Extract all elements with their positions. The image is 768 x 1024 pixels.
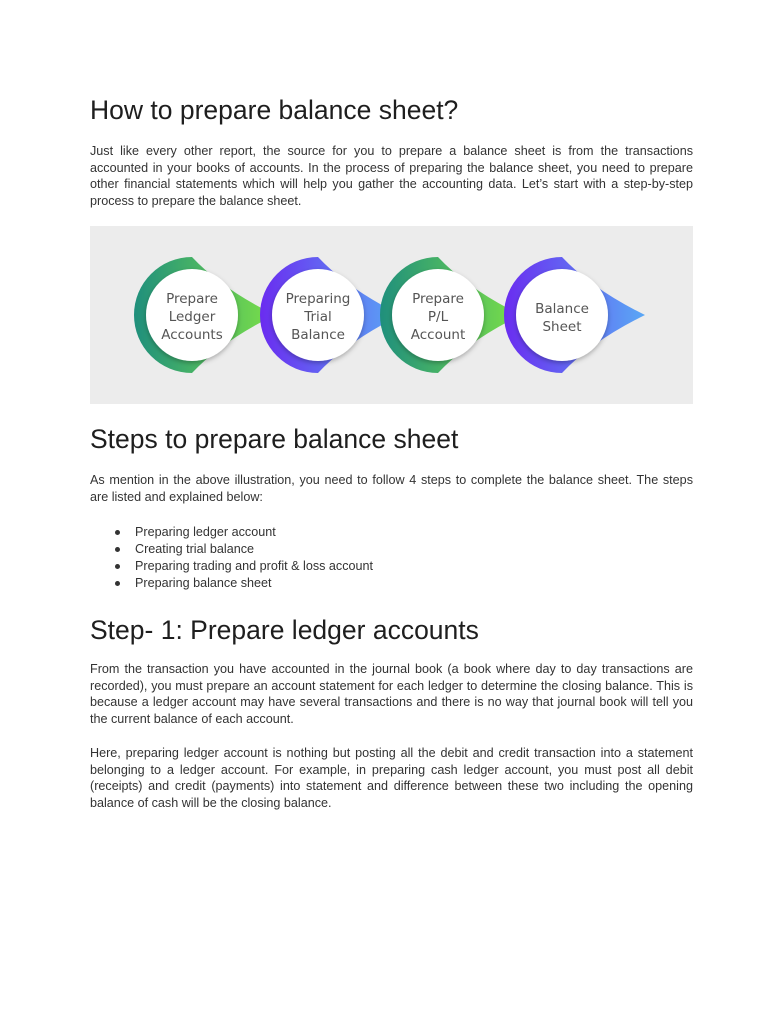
- list-item: [90, 558, 373, 575]
- heading-steps: Steps to prepare balance sheet: [90, 424, 459, 454]
- list-item-text: Preparing trading and profit & loss account: [135, 559, 374, 573]
- process-diagram-svg: [90, 226, 693, 404]
- list-item: [90, 575, 373, 592]
- node-3-line-1: Prepare: [412, 291, 464, 307]
- node-2-line-2: Trial: [304, 309, 332, 325]
- steps-list: [90, 524, 373, 592]
- diagram-node-2: [260, 257, 401, 373]
- node-3-line-3: Account: [410, 327, 466, 343]
- list-item: [90, 541, 373, 558]
- diagram-node-3: [380, 257, 521, 373]
- diagram-node-1: [134, 257, 275, 373]
- heading-step-1: Step- 1: Prepare ledger accounts: [90, 615, 479, 645]
- list-item-text: Preparing ledger account: [135, 525, 276, 539]
- list-item-text: Creating trial balance: [135, 542, 255, 556]
- bullet-icon: [115, 564, 120, 569]
- step-1-paragraph-1: From the transaction you have accounted in the journal book (a book where day to day transactions are recorded), you must prepare an account statement for each ledger to determine the closing balance. This is because a ledger account may have several transactions and there is no way that journal book will tell you the current balance of each account.: [90, 662, 693, 726]
- bullet-icon: [115, 547, 120, 552]
- steps-paragraph: As mention in the above illustration, you need to follow 4 steps to complete the balance sheet. The steps are listed and explained below:: [90, 473, 693, 504]
- bullet-icon: [115, 581, 120, 586]
- list-item: [90, 524, 373, 541]
- intro-paragraph: Just like every other report, the source for you to prepare a balance sheet is from the transactions accounted in your books of accounts. In the process of preparing the balance sheet, you need to prepare other financial statements which will help you gather the accounting data. Let’s start with a step-by-step process to prepare the balance sheet.: [90, 144, 693, 208]
- node-1-line-1: Prepare: [166, 291, 218, 307]
- heading-how-to-prepare: How to prepare balance sheet?: [90, 95, 459, 125]
- node-2-line-3: Balance: [291, 327, 345, 343]
- node-1-line-2: Ledger: [168, 309, 216, 325]
- node-4-line-1: Balance: [535, 301, 589, 317]
- process-diagram: [90, 226, 693, 404]
- step-1-paragraph-2: Here, preparing ledger account is nothing but posting all the debit and credit transaction into a statement belonging to a ledger account. For example, in preparing cash ledger account, you must post all debit (receipts) and credit (payments) into statement and difference between these two including the opening balance of cash will be the closing balance.: [90, 746, 693, 810]
- node-3-line-2: P/L: [427, 309, 449, 325]
- node-4-line-2: Sheet: [542, 319, 582, 335]
- diagram-node-4: [504, 257, 645, 373]
- list-item-text: Preparing balance sheet: [135, 576, 272, 590]
- node-2-line-1: Preparing: [285, 291, 351, 307]
- node-1-line-3: Accounts: [161, 327, 223, 343]
- bullet-icon: [115, 530, 120, 535]
